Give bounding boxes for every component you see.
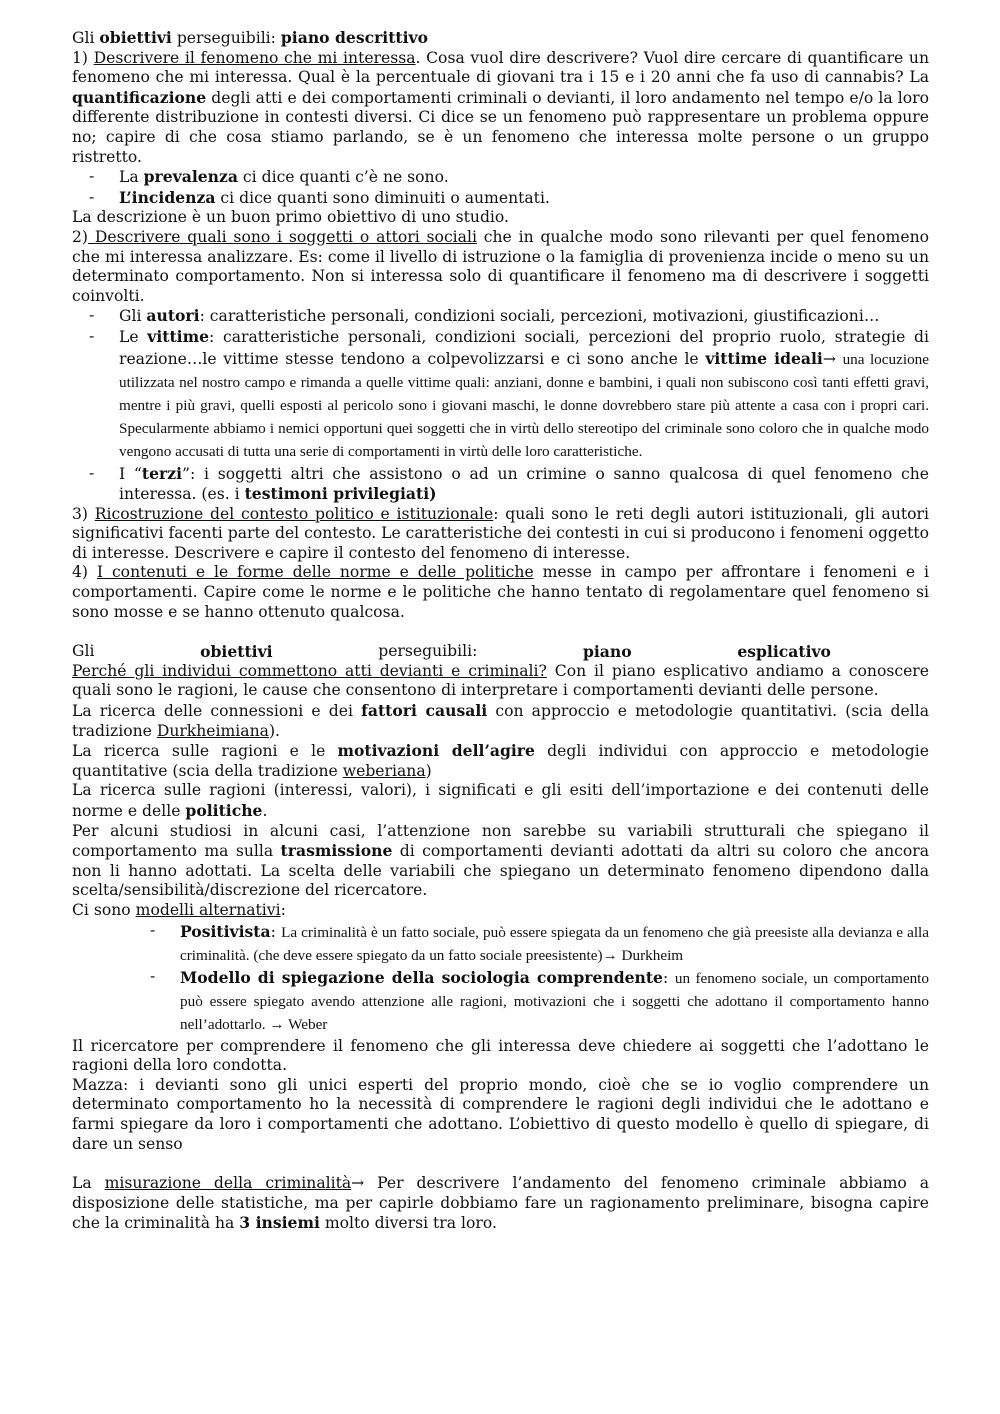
list-item: - La prevalenza ci dice quanti c’è ne sono.	[72, 167, 929, 188]
section-title-explicative: Gli obiettivi perseguibili: piano esplicativo	[72, 642, 831, 662]
paragraph-alternative-models: Ci sono modelli alternativi:	[72, 900, 286, 919]
paragraph-motivations: La ricerca sulle ragioni e le motivazioni dell’agire degli individui con approccio e metodologie quantitative (scia della tradizione weberiana)	[72, 741, 929, 780]
paragraph-causal-factors: La ricerca delle connessioni e dei fattori causali con approccio e metodologie quantitativi. (scia della tradizione Durkheimiana).	[72, 701, 929, 740]
blank-line	[72, 1154, 929, 1174]
list-models	[72, 921, 929, 1037]
paragraph-transmission: Per alcuni studiosi in alcuni casi, l’attenzione non sarebbe su variabili strutturali che spiegano il comportamento ma sulla trasmissione di comportamenti devianti adottati da altri su coloro che ancora non li hanno adottati. La scelta delle variabili che spiegano un determinato fenomeno dipendono dalla scelta/sensibilità/discrezione del ricercatore.	[72, 821, 929, 900]
list-item: - Le vittime: caratteristiche personali, condizioni sociali, percezioni del proprio ruolo, strategie di reazione…le vittime stesse tendono a colpevolizzarsi e ci sono anche le vittime ideali→ una locuzione utilizzata nel nostro campo e rimanda a quelle vittime quali: anziani, donne e bambini, i quali non subiscono così tanti effetti gravi, mentre i più gravi, quelli esposti al pericolo sono i giovani maschi, le donne dovrebbero stare più attente a casa con i propri cari. Specularmente abbiamo i nemici opportuni quei soggetti che in virtù dello stereotipo del criminale sono coloro che in qualche modo vengono accusati di tutta una serie di comportamenti in virtù delle loro caratteristiche.	[72, 327, 929, 464]
paragraph-crime-measurement: La misurazione della criminalità→ Per descrivere l’andamento del fenomeno criminale abbiamo a disposizione delle statistiche, ma per capirle dobbiamo fare un ragionamento preliminare, bisogna capire che la criminalità ha 3 insiemi molto diversi tra loro.	[72, 1174, 930, 1233]
paragraph-description-goal: La descrizione è un buon primo obiettivo di uno studio.	[72, 208, 509, 227]
list-social-actors	[72, 306, 929, 504]
list-item: - I “terzi”: i soggetti altri che assistono o ad un crimine o sanno qualcosa di quel fenomeno che interessa. (es. i testimoni privilegiati)	[72, 464, 929, 505]
blank-line	[72, 622, 929, 642]
paragraph-mazza: Mazza: i devianti sono gli unici esperti del proprio mondo, cioè che se io voglio comprendere un determinato comportamento ho la necessità di comprendere le ragioni degli individui che le adottano e farmi spiegare da loro i comportamenti che adottano. L’obiettivo di questo modello è quello di spiegare, di dare un senso	[72, 1075, 929, 1153]
paragraph-describe-subjects: 2) Descrivere quali sono i soggetti o attori sociali che in qualche modo sono rilevanti per quel fenomeno che mi interessa analizzare. Es: come il livello di istruzione o la famiglia di provenienza incide o meno su un determinato comportamento. Non si interessa solo di quantificare il fenomeno ma di descrivere i soggetti coinvolti.	[72, 227, 929, 305]
list-item: - Gli autori: caratteristiche personali, condizioni sociali, percezioni, motivazioni, giustificazioni…	[72, 306, 929, 327]
paragraph-why-deviance: Perché gli individui commettono atti devianti e criminali? Con il piano esplicativo andiamo a conoscere quali sono le ragioni, le cause che consentono di interpretare i comportamenti devianti delle persone.	[72, 661, 929, 700]
paragraph-political-context: 3) Ricostruzione del contesto politico e istituzionale: quali sono le reti degli autori istituzionali, gli autori significativi facenti parte del contesto. Le caratteristiche dei contesti in cui si producono i fenomeni oggetto di interesse. Descrivere e capire il contesto del fenomeno di interesse.	[72, 504, 929, 562]
section-title-descriptive: Gli obiettivi perseguibili: piano descrittivo	[72, 28, 429, 47]
paragraph-norms-meaning: La ricerca sulle ragioni (interessi, valori), i significati e gli esiti dell’importazione e dei contenuti delle norme e delle politiche.	[72, 781, 929, 821]
paragraph-norms-policies: 4) I contenuti e le forme delle norme e delle politiche messe in campo per affrontare i fenomeni e i comportamenti. Capire come le norme e le politiche che hanno tentato di regolamentare quel fenomeno si sono mosse e se hanno ottenuto qualcosa.	[72, 563, 929, 621]
document-page	[72, 28, 929, 1234]
paragraph-describe-phenomenon: 1) Descrivere il fenomeno che mi interessa. Cosa vuol dire descrivere? Vuol dire cercare di quantificare un fenomeno che mi interessa. Qual è la percentuale di giovani tra i 15 e i 20 anni che fa uso di cannabis? La quantificazione degli atti e dei comportamenti criminali o devianti, il loro andamento nel tempo e/o la loro differente distribuzione in contesti diversi. Ci dice se un fenomeno può rappresentare un problema oppure no; capire di che cosa stiamo parlando, se è un fenomeno che interessa molte persone o un gruppo ristretto.	[72, 48, 929, 166]
list-prevalence-incidence	[72, 167, 929, 208]
paragraph-researcher: Il ricercatore per comprendere il fenomeno che gli interessa deve chiedere ai soggetti che l’adottano le ragioni della loro condotta.	[72, 1036, 929, 1075]
list-item: - L’incidenza ci dice quanti sono diminuiti o aumentati.	[72, 188, 929, 209]
list-item: - Modello di spiegazione della sociologia comprendente: un fenomeno sociale, un comportamento può essere spiegato avendo attenzione alle ragioni, motivazioni che i soggetti che adottano il comportamento hanno nell’adottarlo. → Weber	[72, 967, 929, 1037]
list-item: - Positivista: La criminalità è un fatto sociale, può essere spiegata da un fenomeno che già preesiste alla devianza e alla criminalità. (che deve essere spiegato da un fatto sociale preesistente)→ Durkheim	[72, 921, 929, 967]
